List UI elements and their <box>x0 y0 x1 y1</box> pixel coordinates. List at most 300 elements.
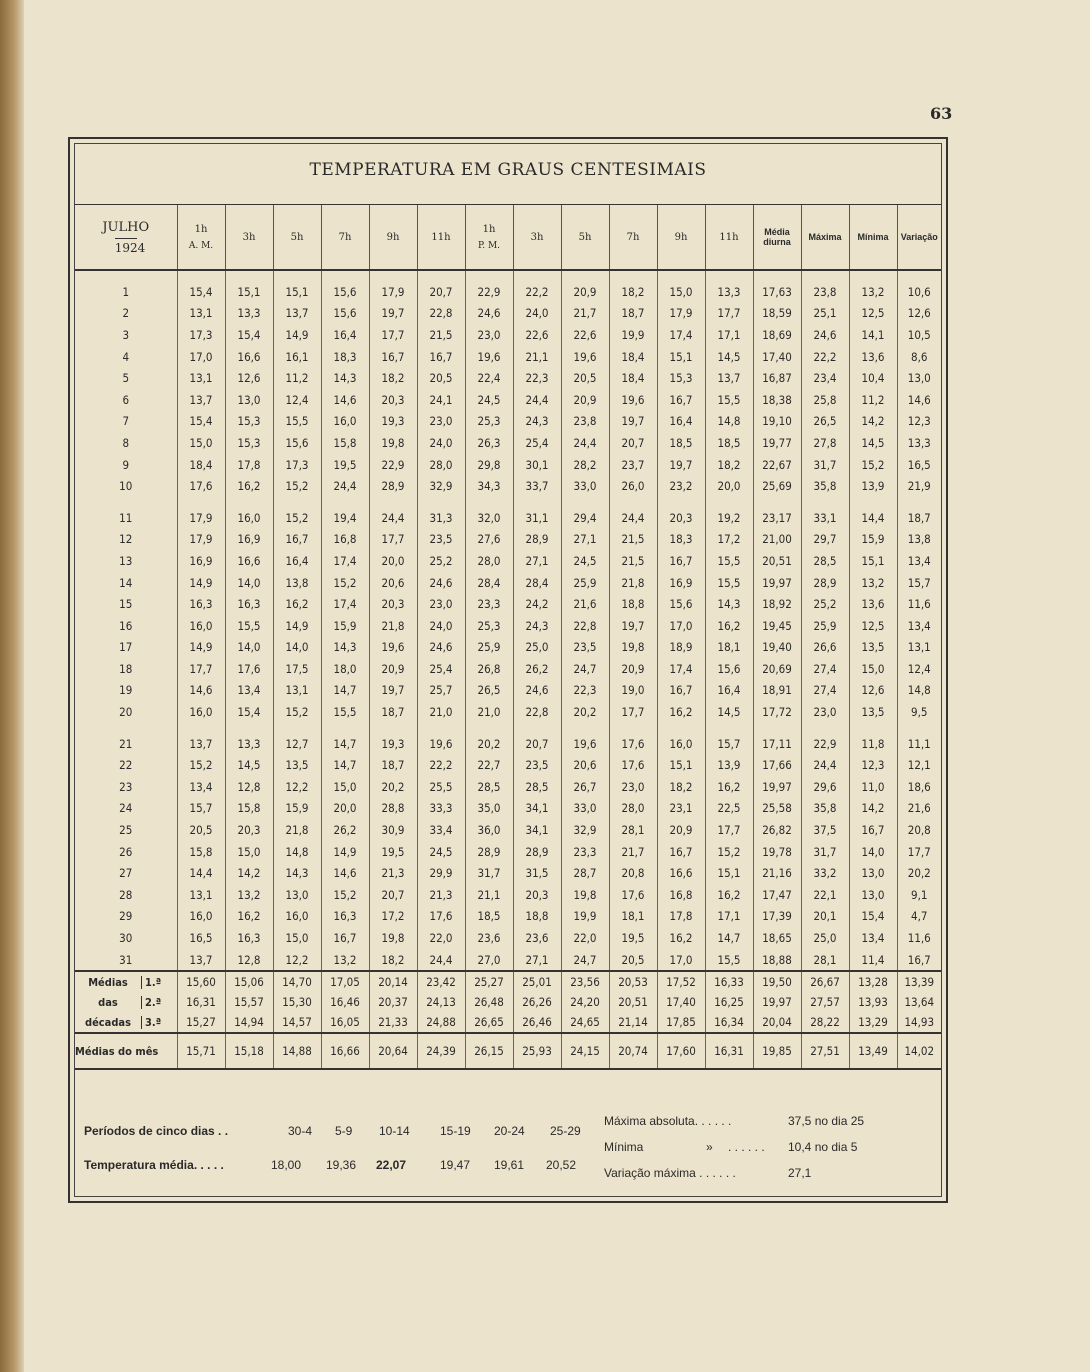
day-row <box>75 680 941 702</box>
temp-cell: 28,9 <box>465 841 513 863</box>
decade-mean-cell: 16,31 <box>177 992 225 1012</box>
temp-cell: 15,6 <box>657 593 705 615</box>
temp-cell: 18,38 <box>753 389 801 411</box>
hour-header: 5h <box>561 205 609 271</box>
temp-cell: 11,1 <box>897 733 941 755</box>
day-number: 31 <box>119 952 133 967</box>
temp-cell: 12,8 <box>225 776 273 798</box>
temp-cell: 17,4 <box>657 324 705 346</box>
temp-cell: 28,1 <box>609 819 657 841</box>
temp-cell: 15,5 <box>225 615 273 637</box>
temp-cell: 23,4 <box>801 367 849 389</box>
temp-cell: 20,9 <box>609 658 657 680</box>
temp-cell: 33,2 <box>801 862 849 884</box>
temp-cell: 21,5 <box>417 324 465 346</box>
temp-cell: 26,5 <box>801 411 849 433</box>
temp-cell: 16,8 <box>321 529 369 551</box>
day-number: 25 <box>119 823 133 838</box>
temp-cell: 14,5 <box>849 432 897 454</box>
temp-cell: 15,6 <box>705 658 753 680</box>
month-mean-cell: 16,66 <box>321 1033 369 1069</box>
temp-cell: 17,9 <box>177 529 225 551</box>
temp-cell: 23,1 <box>657 798 705 820</box>
decade-mean-cell: 27,57 <box>801 992 849 1012</box>
temp-cell: 20,7 <box>417 281 465 303</box>
temp-cell: 20,0 <box>705 475 753 497</box>
temp-cell: 16,9 <box>177 550 225 572</box>
temp-value: 19,47 <box>440 1158 471 1172</box>
temp-cell: 15,2 <box>177 754 225 776</box>
temp-cell: 17,4 <box>321 550 369 572</box>
temp-cell: 17,2 <box>705 529 753 551</box>
temp-cell: 20,2 <box>465 733 513 755</box>
temp-cell: 21,6 <box>897 798 941 820</box>
temp-cell: 17,40 <box>753 346 801 368</box>
decade-number: 3.ª <box>141 1016 161 1029</box>
spacer-cell <box>609 723 657 733</box>
temp-cell: 16,5 <box>177 927 225 949</box>
day-row <box>75 281 941 303</box>
temp-cell: 16,2 <box>705 615 753 637</box>
temp-cell: 15,6 <box>321 303 369 325</box>
decade-mean-cell: 16,46 <box>321 992 369 1012</box>
temp-cell: 17,8 <box>657 906 705 928</box>
temp-cell: 33,1 <box>801 507 849 529</box>
temp-cell: 12,4 <box>897 658 941 680</box>
temp-cell: 13,8 <box>897 529 941 551</box>
temp-cell: 28,1 <box>801 949 849 972</box>
spacer-cell <box>801 497 849 507</box>
temp-cell: 23,5 <box>513 754 561 776</box>
hour-header: 7h <box>321 205 369 271</box>
spacer-cell <box>753 497 801 507</box>
temp-cell: 24,4 <box>561 432 609 454</box>
spacer-cell <box>753 270 801 281</box>
temp-cell: 15,5 <box>705 949 753 972</box>
temp-cell: 19,7 <box>657 454 705 476</box>
temp-cell: 14,3 <box>321 637 369 659</box>
temp-cell: 35,8 <box>801 475 849 497</box>
temp-cell: 20,9 <box>561 389 609 411</box>
temp-cell: 13,1 <box>897 637 941 659</box>
decade-mean-cell: 24,13 <box>417 992 465 1012</box>
temp-cell: 32,9 <box>417 475 465 497</box>
temp-cell: 17,3 <box>177 324 225 346</box>
decade-mean-cell: 16,34 <box>705 1012 753 1033</box>
temp-cell: 15,5 <box>321 701 369 723</box>
decade-mean-cell: 19,50 <box>753 971 801 992</box>
spacer-cell <box>417 723 465 733</box>
temp-cell: 32,9 <box>561 819 609 841</box>
temp-cell: 19,3 <box>369 411 417 433</box>
month-mean-cell: 25,93 <box>513 1033 561 1069</box>
temp-cell: 33,0 <box>561 475 609 497</box>
temp-cell: 28,5 <box>801 550 849 572</box>
table-title: TEMPERATURA EM GRAUS CENTESIMAIS <box>309 160 707 180</box>
temp-cell: 28,2 <box>561 454 609 476</box>
temp-cell: 17,1 <box>705 324 753 346</box>
temp-cell: 25,0 <box>801 927 849 949</box>
temp-cell: 17,7 <box>897 841 941 863</box>
day-row <box>75 324 941 346</box>
temp-cell: 16,0 <box>225 507 273 529</box>
temp-cell: 15,1 <box>225 281 273 303</box>
temp-cell: 18,0 <box>321 658 369 680</box>
temp-cell: 25,9 <box>561 572 609 594</box>
temp-cell: 21,7 <box>609 841 657 863</box>
temp-cell: 8,6 <box>897 346 941 368</box>
temp-cell: 11,8 <box>849 733 897 755</box>
day-row <box>75 701 941 723</box>
temp-cell: 15,9 <box>849 529 897 551</box>
temp-cell: 16,4 <box>657 411 705 433</box>
decade-mean-row <box>75 1012 941 1033</box>
temp-cell: 24,2 <box>513 593 561 615</box>
spacer-cell <box>177 270 225 281</box>
day-number: 7 <box>122 414 130 429</box>
temp-cell: 13,1 <box>177 367 225 389</box>
temp-cell: 16,7 <box>657 841 705 863</box>
temp-cell: 23,0 <box>801 701 849 723</box>
decade-mean-cell: 21,14 <box>609 1012 657 1033</box>
temp-cell: 21,8 <box>369 615 417 637</box>
temp-cell: 22,0 <box>417 927 465 949</box>
temp-cell: 10,6 <box>897 281 941 303</box>
day-row <box>75 754 941 776</box>
temp-cell: 20,69 <box>753 658 801 680</box>
decade-mean-cell: 26,26 <box>513 992 561 1012</box>
max-abs-value: 37,5 no dia 25 <box>788 1114 865 1128</box>
temp-cell: 18,69 <box>753 324 801 346</box>
temp-cell: 22,9 <box>801 733 849 755</box>
temp-cell: 14,8 <box>897 680 941 702</box>
temp-cell: 23,6 <box>465 927 513 949</box>
day-number: 17 <box>119 640 133 655</box>
temp-cell: 19,97 <box>753 776 801 798</box>
temp-cell: 28,0 <box>609 798 657 820</box>
temp-cell: 22,2 <box>417 754 465 776</box>
decade-mean-cell: 14,94 <box>225 1012 273 1033</box>
temp-cell: 17,6 <box>417 906 465 928</box>
temp-cell: 18,6 <box>897 776 941 798</box>
temp-cell: 22,8 <box>417 303 465 325</box>
day-row <box>75 949 941 972</box>
day-row <box>75 733 941 755</box>
temp-cell: 29,8 <box>465 454 513 476</box>
temp-cell: 15,3 <box>225 411 273 433</box>
temp-cell: 21,00 <box>753 529 801 551</box>
temp-cell: 16,2 <box>273 593 321 615</box>
temp-cell: 26,6 <box>801 637 849 659</box>
temp-cell: 13,7 <box>177 389 225 411</box>
temp-cell: 24,6 <box>513 680 561 702</box>
hour-header: 3h <box>513 205 561 271</box>
spacer-cell <box>897 723 941 733</box>
day-row <box>75 776 941 798</box>
temp-cell: 14,0 <box>225 572 273 594</box>
temp-cell: 14,7 <box>321 680 369 702</box>
spacer-cell <box>369 270 417 281</box>
temp-cell: 18,1 <box>705 637 753 659</box>
temp-cell: 12,4 <box>273 389 321 411</box>
temp-cell: 29,6 <box>801 776 849 798</box>
temp-cell: 22,2 <box>801 346 849 368</box>
temp-cell: 20,7 <box>513 733 561 755</box>
temp-cell: 14,3 <box>273 862 321 884</box>
temp-cell: 17,9 <box>369 281 417 303</box>
temp-cell: 16,4 <box>273 550 321 572</box>
temp-cell: 34,1 <box>513 798 561 820</box>
temp-cell: 15,0 <box>273 927 321 949</box>
temp-cell: 18,8 <box>513 906 561 928</box>
temp-cell: 15,3 <box>225 432 273 454</box>
temperature-table <box>75 204 941 1070</box>
temp-cell: 19,5 <box>369 841 417 863</box>
temp-cell: 24,0 <box>417 615 465 637</box>
decade-mean-cell: 17,05 <box>321 971 369 992</box>
temp-cell: 13,4 <box>849 927 897 949</box>
temp-cell: 23,0 <box>417 411 465 433</box>
temp-cell: 28,5 <box>465 776 513 798</box>
temp-cell: 25,3 <box>465 615 513 637</box>
hour-header: 11h <box>417 205 465 271</box>
temp-cell: 13,7 <box>273 303 321 325</box>
temp-cell: 15,6 <box>273 432 321 454</box>
temp-cell: 20,7 <box>369 884 417 906</box>
temp-cell: 28,0 <box>465 550 513 572</box>
hour-header: 9h <box>369 205 417 271</box>
temp-cell: 13,3 <box>225 733 273 755</box>
temp-cell: 29,4 <box>561 507 609 529</box>
temp-cell: 24,6 <box>417 572 465 594</box>
temp-cell: 23,17 <box>753 507 801 529</box>
temp-cell: 17,7 <box>609 701 657 723</box>
temp-label: Temperatura média. . . . . <box>84 1158 224 1172</box>
temp-cell: 20,5 <box>561 367 609 389</box>
decade-mean-cell: 15,60 <box>177 971 225 992</box>
decade-mean-cell: 26,46 <box>513 1012 561 1033</box>
spacer-cell <box>273 723 321 733</box>
spacer-cell <box>801 723 849 733</box>
temp-cell: 21,8 <box>609 572 657 594</box>
temp-cell: 16,2 <box>705 884 753 906</box>
minima-header: Mínima <box>849 205 897 271</box>
temp-cell: 16,2 <box>705 776 753 798</box>
temp-cell: 17,63 <box>753 281 801 303</box>
temp-cell: 16,6 <box>225 346 273 368</box>
temp-cell: 13,9 <box>705 754 753 776</box>
decade-number: 1.ª <box>141 976 161 989</box>
temp-cell: 18,7 <box>609 303 657 325</box>
temp-cell: 19,8 <box>369 432 417 454</box>
decade-mean-cell: 20,04 <box>753 1012 801 1033</box>
decade-mean-cell: 23,42 <box>417 971 465 992</box>
temp-cell: 14,9 <box>273 324 321 346</box>
month-mean-cell: 26,15 <box>465 1033 513 1069</box>
day-number: 26 <box>119 844 133 859</box>
temp-cell: 21,7 <box>561 303 609 325</box>
temp-cell: 34,3 <box>465 475 513 497</box>
temp-cell: 24,4 <box>513 389 561 411</box>
spacer-cell <box>225 270 273 281</box>
temp-cell: 12,3 <box>849 754 897 776</box>
temp-cell: 33,3 <box>417 798 465 820</box>
temp-cell: 14,6 <box>897 389 941 411</box>
spacer-cell <box>609 497 657 507</box>
temp-cell: 17,6 <box>609 754 657 776</box>
day-number: 21 <box>119 736 133 751</box>
temp-cell: 18,8 <box>609 593 657 615</box>
temp-cell: 14,1 <box>849 324 897 346</box>
temp-cell: 14,7 <box>705 927 753 949</box>
temp-cell: 13,0 <box>849 862 897 884</box>
temp-value: 20,52 <box>546 1158 577 1172</box>
month-mean-cell: 24,39 <box>417 1033 465 1069</box>
temp-cell: 15,9 <box>321 615 369 637</box>
temp-cell: 21,9 <box>897 475 941 497</box>
temp-cell: 14,3 <box>321 367 369 389</box>
decade-mean-row <box>75 992 941 1012</box>
spacer-cell <box>273 270 321 281</box>
day-number: 1 <box>122 284 130 299</box>
temp-cell: 14,9 <box>177 572 225 594</box>
temp-cell: 19,3 <box>369 733 417 755</box>
temp-cell: 19,0 <box>609 680 657 702</box>
spacer-cell <box>417 497 465 507</box>
decade-mean-cell: 20,14 <box>369 971 417 992</box>
temp-cell: 18,5 <box>657 432 705 454</box>
temp-cell: 14,0 <box>849 841 897 863</box>
temp-value: 19,61 <box>494 1158 525 1172</box>
temp-cell: 19,40 <box>753 637 801 659</box>
temp-cell: 16,6 <box>225 550 273 572</box>
temp-cell: 15,8 <box>225 798 273 820</box>
day-row <box>75 550 941 572</box>
temp-cell: 23,6 <box>513 927 561 949</box>
hour-header <box>465 205 513 271</box>
temp-cell: 15,8 <box>177 841 225 863</box>
temp-cell: 15,5 <box>273 411 321 433</box>
year-label: 1924 <box>115 238 137 255</box>
period-value: 10-14 <box>379 1124 410 1138</box>
temp-cell: 14,9 <box>273 615 321 637</box>
day-number: 2 <box>122 306 130 321</box>
temp-cell: 13,2 <box>849 572 897 594</box>
decade-mean-cell: 13,93 <box>849 992 897 1012</box>
temp-cell: 19,10 <box>753 411 801 433</box>
temp-cell: 16,7 <box>657 389 705 411</box>
book-binding <box>0 0 24 1372</box>
temp-cell: 12,6 <box>897 303 941 325</box>
temp-cell: 15,2 <box>321 884 369 906</box>
spacer-cell <box>705 270 753 281</box>
temp-cell: 19,7 <box>609 615 657 637</box>
spacer-cell <box>513 270 561 281</box>
temp-cell: 31,7 <box>801 841 849 863</box>
temp-cell: 15,6 <box>321 281 369 303</box>
day-row <box>75 927 941 949</box>
temp-cell: 24,5 <box>417 841 465 863</box>
temp-cell: 33,0 <box>561 798 609 820</box>
temp-cell: 20,9 <box>657 819 705 841</box>
temp-cell: 21,6 <box>561 593 609 615</box>
temp-cell: 22,67 <box>753 454 801 476</box>
temp-cell: 20,2 <box>369 776 417 798</box>
temp-cell: 20,51 <box>753 550 801 572</box>
temp-cell: 24,7 <box>561 949 609 972</box>
day-number: 10 <box>119 479 133 494</box>
temp-cell: 17,6 <box>609 884 657 906</box>
hour-header: 11h <box>705 205 753 271</box>
temp-cell: 16,7 <box>657 550 705 572</box>
media-diurna-header: Média diurna <box>753 205 801 271</box>
temp-cell: 15,4 <box>225 701 273 723</box>
temp-cell: 31,5 <box>513 862 561 884</box>
temp-cell: 16,7 <box>849 819 897 841</box>
temp-cell: 29,7 <box>801 529 849 551</box>
temp-cell: 19,7 <box>609 411 657 433</box>
temp-cell: 26,7 <box>561 776 609 798</box>
temp-cell: 13,2 <box>225 884 273 906</box>
temp-cell: 13,1 <box>273 680 321 702</box>
temp-cell: 16,0 <box>657 733 705 755</box>
var-value: 27,1 <box>788 1166 812 1180</box>
temp-cell: 13,4 <box>177 776 225 798</box>
temp-cell: 16,7 <box>417 346 465 368</box>
temp-cell: 19,45 <box>753 615 801 637</box>
temp-cell: 24,6 <box>465 303 513 325</box>
month-mean-cell: 17,60 <box>657 1033 705 1069</box>
temp-cell: 14,7 <box>321 733 369 755</box>
temp-cell: 24,6 <box>801 324 849 346</box>
temp-cell: 17,11 <box>753 733 801 755</box>
temp-cell: 13,1 <box>177 884 225 906</box>
temp-cell: 15,7 <box>705 733 753 755</box>
temp-cell: 25,2 <box>417 550 465 572</box>
temp-cell: 23,0 <box>417 593 465 615</box>
month-mean-cell: 16,31 <box>705 1033 753 1069</box>
temp-value: 18,00 <box>271 1158 302 1172</box>
day-number: 19 <box>119 683 133 698</box>
temp-cell: 18,7 <box>897 507 941 529</box>
period-value: 25-29 <box>550 1124 581 1138</box>
day-number: 6 <box>122 392 130 407</box>
temp-cell: 22,1 <box>801 884 849 906</box>
day-row <box>75 346 941 368</box>
temp-cell: 13,8 <box>273 572 321 594</box>
hour-header: 7h <box>609 205 657 271</box>
temp-cell: 26,82 <box>753 819 801 841</box>
temp-cell: 16,4 <box>321 324 369 346</box>
spacer-row <box>75 723 941 733</box>
decade-mean-cell: 20,51 <box>609 992 657 1012</box>
temp-cell: 20,7 <box>609 432 657 454</box>
temp-cell: 25,1 <box>801 303 849 325</box>
temp-cell: 19,6 <box>369 637 417 659</box>
temp-cell: 17,7 <box>705 303 753 325</box>
temp-cell: 21,5 <box>609 529 657 551</box>
temp-cell: 27,1 <box>561 529 609 551</box>
temp-cell: 16,2 <box>657 927 705 949</box>
day-row <box>75 798 941 820</box>
temp-cell: 15,5 <box>705 550 753 572</box>
temp-cell: 13,3 <box>897 432 941 454</box>
temp-cell: 16,5 <box>897 454 941 476</box>
temp-cell: 19,5 <box>321 454 369 476</box>
spacer-cell <box>561 723 609 733</box>
decade-mean-cell: 25,27 <box>465 971 513 992</box>
temp-cell: 17,6 <box>609 733 657 755</box>
